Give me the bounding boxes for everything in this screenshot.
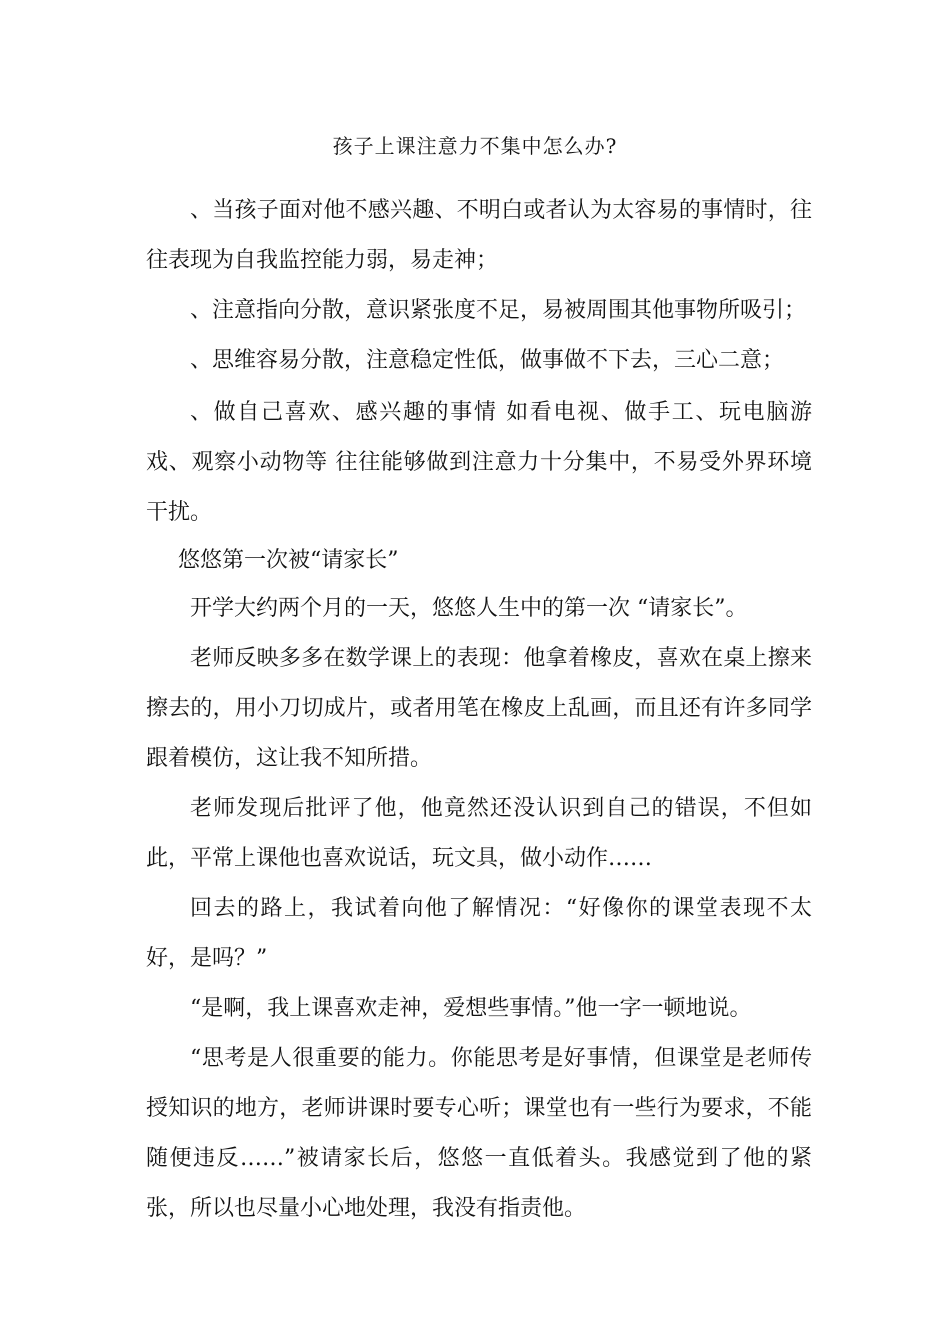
document-title: 孩子上课注意力不集中怎么办?: [332, 134, 618, 158]
list-item: 、注意指向分散，意识紧张度不足，易被周围其他事物所吸引；: [190, 298, 807, 323]
story-paragraph: 老师发现后批评了他，他竟然还没认识到自己的错误，不但如此，平常上课他也喜欢说话，玩文具，做小动作……: [146, 796, 812, 871]
section-heading: 悠悠第一次被“请家长”: [178, 548, 399, 573]
story-paragraph: “是啊，我上课喜欢走神，爱想些事情。”他一字一顿地说。: [190, 996, 752, 1021]
story-paragraph: 老师反映多多在数学课上的表现：他拿着橡皮，喜欢在桌上擦来擦去的，用小刀切成片，或者用笔在橡皮上乱画，而且还有许多同学跟着模仿，这让我不知所措。: [146, 646, 812, 771]
list-item: 、当孩子面对他不感兴趣、不明白或者认为太容易的事情时，往往表现为自我监控能力弱，易走神；: [146, 198, 812, 273]
story-paragraph: “思考是人很重要的能力。你能思考是好事情，但课堂是老师传授知识的地方，老师讲课时要专心听；课堂也有一些行为要求，不能随便违反……”被请家长后，悠悠一直低着头。我感觉到了他的紧张，所以也尽量小心地处理，我没有指责他。: [146, 1046, 812, 1221]
story-paragraph: 回去的路上，我试着向他了解情况：“好像你的课堂表现不太好，是吗？”: [146, 896, 812, 971]
list-item: 、做自己喜欢、感兴趣的事情 如看电视、做手工、玩电脑游戏、观察小动物等 往往能够做到注意力十分集中，不易受外界环境干扰。: [146, 400, 812, 525]
story-paragraph: 开学大约两个月的一天，悠悠人生中的第一次 “请家长”。: [190, 596, 748, 621]
list-item: 、思维容易分散，注意稳定性低，做事做不下去，三心二意；: [190, 348, 785, 373]
